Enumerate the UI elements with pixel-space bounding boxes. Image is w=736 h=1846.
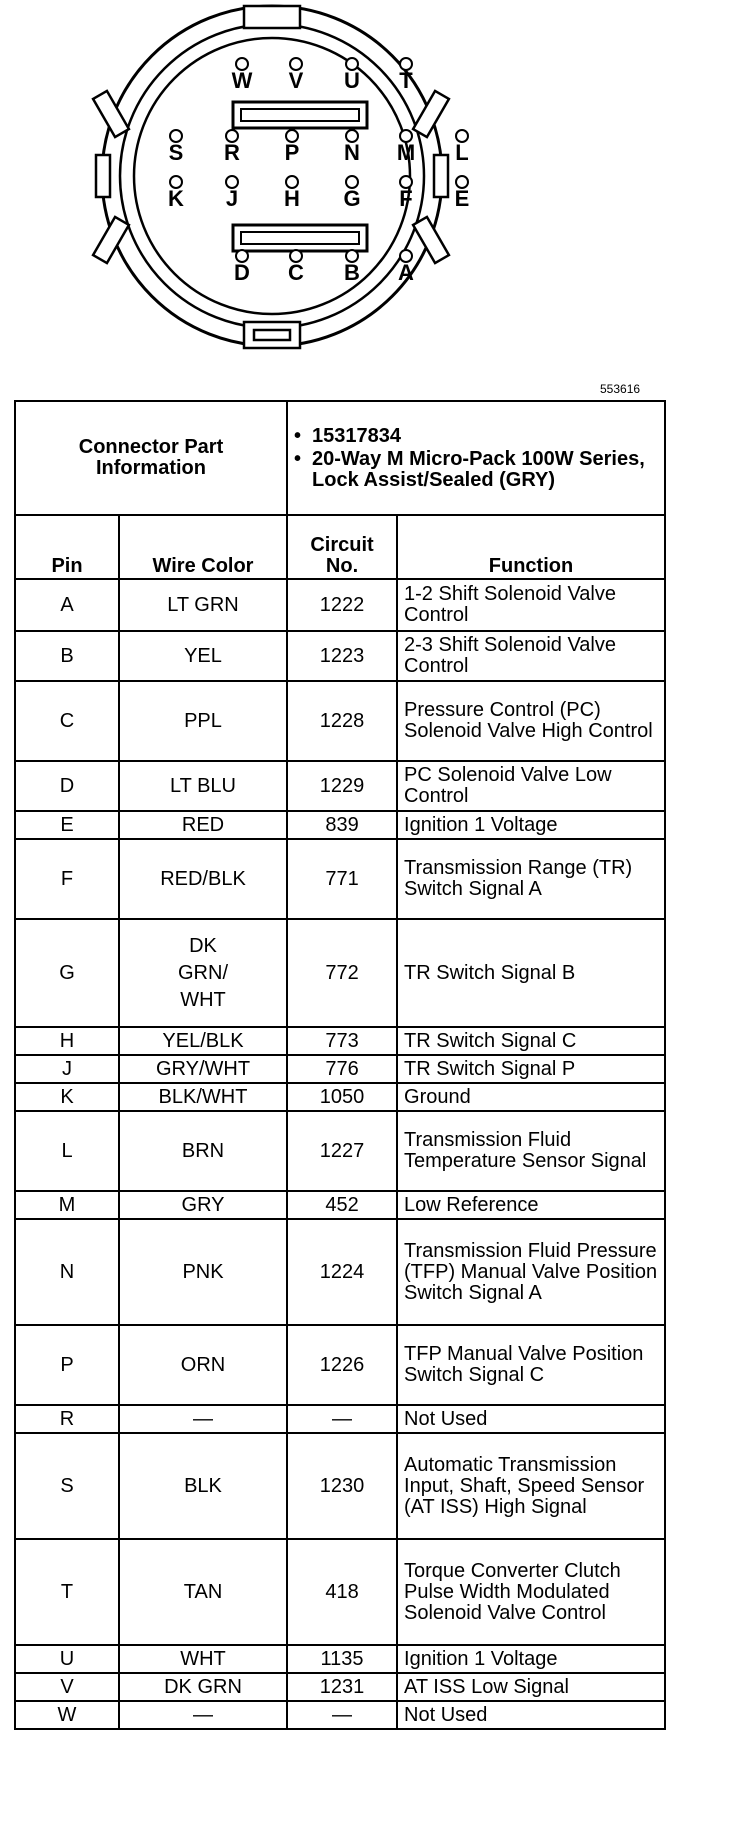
wire-color-cell: GRY/WHT — [119, 1055, 287, 1083]
pin-label: P — [284, 140, 300, 165]
table-row — [15, 1191, 665, 1219]
function-cell: Ignition 1 Voltage — [397, 811, 665, 839]
pinout-table — [14, 400, 666, 1730]
col-header-wire-color: Wire Color — [119, 515, 287, 579]
table-row — [15, 811, 665, 839]
pin-label: V — [288, 68, 304, 93]
keying-slots — [233, 102, 367, 251]
pin-label: G — [343, 186, 361, 211]
pin-label: J — [225, 186, 239, 211]
circuit-cell: 1229 — [287, 761, 397, 811]
function-cell: PC Solenoid Valve Low Control — [397, 761, 665, 811]
wire-color-cell: — — [119, 1405, 287, 1433]
pin-cell: A — [15, 579, 119, 631]
connector-description: • 20-Way M Micro-Pack 100W Series, Lock Assist/Sealed (GRY) — [294, 449, 658, 491]
wire-color-cell: YEL/BLK — [119, 1027, 287, 1055]
pin-label: A — [398, 260, 414, 285]
wire-color-cell: PNK — [119, 1219, 287, 1325]
wire-color-line: WHT — [180, 988, 226, 1011]
function-cell: Transmission Fluid Temperature Sensor Signal — [397, 1111, 665, 1191]
pin-label: F — [399, 186, 413, 211]
function-cell: Ground — [397, 1083, 665, 1111]
circuit-cell: 839 — [287, 811, 397, 839]
wire-color-cell: ORN — [119, 1325, 287, 1405]
header-row — [15, 515, 665, 579]
wire-color-cell: RED — [119, 811, 287, 839]
wire-color-cell: LT GRN — [119, 579, 287, 631]
wire-color-cell: WHT — [119, 1645, 287, 1673]
function-cell: 1-2 Shift Solenoid Valve Control — [397, 579, 665, 631]
part-info-row — [15, 401, 665, 515]
function-cell: Not Used — [397, 1701, 665, 1729]
col-header-function: Function — [397, 515, 665, 579]
circuit-cell: 772 — [287, 919, 397, 1027]
connector-face-diagram — [0, 0, 736, 380]
table-row — [15, 839, 665, 919]
pin-label: W — [231, 68, 253, 93]
pin-label: C — [288, 260, 304, 285]
pin-cell: K — [15, 1083, 119, 1111]
wire-color-cell: DK GRN — [119, 1673, 287, 1701]
wire-color-cell: BLK/WHT — [119, 1083, 287, 1111]
pin-label: N — [344, 140, 360, 165]
circuit-cell: — — [287, 1405, 397, 1433]
part-number: • 15317834 — [294, 426, 658, 447]
wire-color-cell — [119, 919, 287, 1027]
function-cell: Transmission Fluid Pressure (TFP) Manual Valve Position Switch Signal A — [397, 1219, 665, 1325]
pin-cell: L — [15, 1111, 119, 1191]
table-row — [15, 1325, 665, 1405]
circuit-cell: 776 — [287, 1055, 397, 1083]
pin-label: M — [396, 140, 416, 165]
table-row — [15, 1405, 665, 1433]
wire-color-cell: — — [119, 1701, 287, 1729]
pin-cell: C — [15, 681, 119, 761]
pin-label: U — [344, 68, 360, 93]
pin-cell: J — [15, 1055, 119, 1083]
pin-cell: G — [15, 919, 119, 1027]
pin-cell: P — [15, 1325, 119, 1405]
connector-outline — [102, 6, 442, 346]
table-row — [15, 1055, 665, 1083]
pin-cell: F — [15, 839, 119, 919]
pin-cell: W — [15, 1701, 119, 1729]
circuit-cell: 452 — [287, 1191, 397, 1219]
function-cell: Torque Converter Clutch Pulse Width Modulated Solenoid Valve Control — [397, 1539, 665, 1645]
wire-color-cell: YEL — [119, 631, 287, 681]
circuit-cell: 771 — [287, 839, 397, 919]
function-cell: Pressure Control (PC) Solenoid Valve High Control — [397, 681, 665, 761]
function-cell: Transmission Range (TR) Switch Signal A — [397, 839, 665, 919]
wire-color-line: GRN/ — [178, 961, 228, 984]
table-row — [15, 681, 665, 761]
table-row — [15, 1673, 665, 1701]
pin-label: D — [234, 260, 250, 285]
circuit-cell: 1224 — [287, 1219, 397, 1325]
table-row — [15, 1645, 665, 1673]
table-row — [15, 1083, 665, 1111]
table-row — [15, 1027, 665, 1055]
circuit-cell: — — [287, 1701, 397, 1729]
part-info-details — [287, 401, 665, 515]
table-row — [15, 631, 665, 681]
pin-label: S — [168, 140, 184, 165]
pin-cell: D — [15, 761, 119, 811]
pin-cell: H — [15, 1027, 119, 1055]
table-row — [15, 919, 665, 1027]
pin-label: H — [284, 186, 300, 211]
function-cell: Low Reference — [397, 1191, 665, 1219]
table-row — [15, 1701, 665, 1729]
circuit-cell: 1226 — [287, 1325, 397, 1405]
part-info-heading: Connector Part Information — [15, 401, 287, 515]
pin-cell: S — [15, 1433, 119, 1539]
function-cell: TR Switch Signal B — [397, 919, 665, 1027]
wire-color-line: DK — [189, 934, 217, 957]
pin-cell: E — [15, 811, 119, 839]
pin-label: B — [344, 260, 360, 285]
function-cell: Automatic Transmission Input, Shaft, Speed Sensor (AT ISS) High Signal — [397, 1433, 665, 1539]
table-row — [15, 1433, 665, 1539]
table-row — [15, 1539, 665, 1645]
wire-color-cell: TAN — [119, 1539, 287, 1645]
circuit-cell: 1227 — [287, 1111, 397, 1191]
circuit-cell: 773 — [287, 1027, 397, 1055]
circuit-cell: 1230 — [287, 1433, 397, 1539]
wire-color-cell: BRN — [119, 1111, 287, 1191]
function-cell: AT ISS Low Signal — [397, 1673, 665, 1701]
col-header-circuit: Circuit No. — [287, 515, 397, 579]
table-row — [15, 1111, 665, 1191]
pin-cell: R — [15, 1405, 119, 1433]
pin-cell: M — [15, 1191, 119, 1219]
function-cell: 2-3 Shift Solenoid Valve Control — [397, 631, 665, 681]
pin-label: L — [455, 140, 469, 165]
pin-label: K — [168, 186, 184, 211]
figure-id: 553616 — [600, 382, 641, 396]
table-row — [15, 579, 665, 631]
wire-color-cell: RED/BLK — [119, 839, 287, 919]
col-header-pin: Pin — [15, 515, 119, 579]
pin-cell: T — [15, 1539, 119, 1645]
wire-color-cell: BLK — [119, 1433, 287, 1539]
table-row — [15, 1219, 665, 1325]
function-cell: Not Used — [397, 1405, 665, 1433]
wire-color-cell: GRY — [119, 1191, 287, 1219]
pin-cell: U — [15, 1645, 119, 1673]
circuit-cell: 1223 — [287, 631, 397, 681]
table-row — [15, 761, 665, 811]
pin-cell: N — [15, 1219, 119, 1325]
circuit-cell: 1222 — [287, 579, 397, 631]
circuit-cell: 1228 — [287, 681, 397, 761]
pin-label: T — [399, 68, 413, 93]
pin-label: E — [454, 186, 470, 211]
wire-color-cell: LT BLU — [119, 761, 287, 811]
wire-color-cell: PPL — [119, 681, 287, 761]
circuit-cell: 1050 — [287, 1083, 397, 1111]
function-cell: Ignition 1 Voltage — [397, 1645, 665, 1673]
pin-cell: V — [15, 1673, 119, 1701]
circuit-cell: 1231 — [287, 1673, 397, 1701]
pin-cell: B — [15, 631, 119, 681]
pin-label: R — [224, 140, 240, 165]
circuit-cell: 1135 — [287, 1645, 397, 1673]
function-cell: TR Switch Signal C — [397, 1027, 665, 1055]
function-cell: TR Switch Signal P — [397, 1055, 665, 1083]
function-cell: TFP Manual Valve Position Switch Signal C — [397, 1325, 665, 1405]
circuit-cell: 418 — [287, 1539, 397, 1645]
